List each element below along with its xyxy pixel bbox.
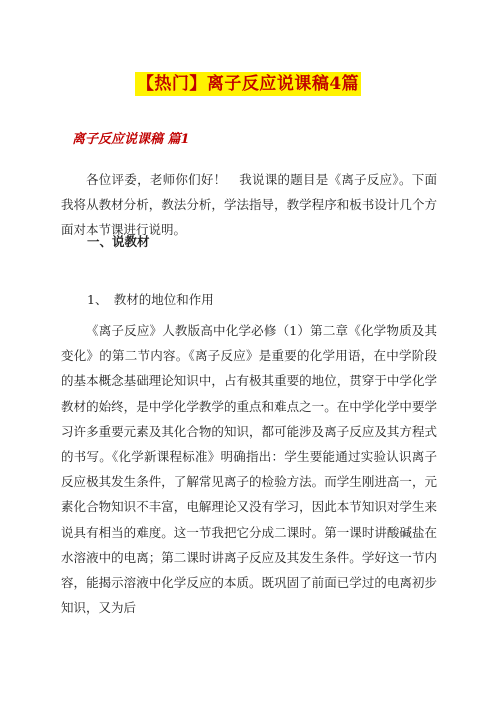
title-container bbox=[0, 72, 496, 96]
section-heading: 离子反应说课稿 篇1 bbox=[72, 132, 190, 147]
part-heading: 一、说教材 bbox=[87, 234, 150, 249]
intro-paragraph: 各位评委，老师你们好！ 我说课的题目是《离子反应》。下面我将从教材分析，教法分析，学法指导，教学程序和板书设计几个方面对本节课进行说明。 bbox=[61, 172, 437, 238]
document-title: 【热门】离子反应说课稿4篇 bbox=[136, 74, 360, 94]
body-paragraph: 《离子反应》人教版高中化学必修（1）第二章《化学物质及其变化》的第二节内容。《离子反应》是重要的化学用语，在中学阶段的基本概念基础理论知识中，占有极其重要的地位，贯穿于中学化学教材的始终，是中学化学教学的重点和难点之一。在中学化学中要学习许多重要元素及其化合物的知识，都可能涉及离子反应及其方程式的书写。《化学新课程标准》明确指出：学生要能通过实验认识离子反应极其发生条件，了解常见离子的检验方法。而学生刚进高一，元素化合物知识不丰富，电解理论又没有学习，因此本节知识对学生来说具有相当的难度。这一节我把它分成二课时。第一课时讲酸碱盐在水溶液中的电离；第二课时讲离子反应及其发生条件。学好这一节内容，能揭示溶液中化学反应的本质。既巩固了前面已学过的电离初步知识，又为后 bbox=[61, 323, 437, 616]
item-heading: 1、 教材的地位和作用 bbox=[87, 292, 214, 307]
